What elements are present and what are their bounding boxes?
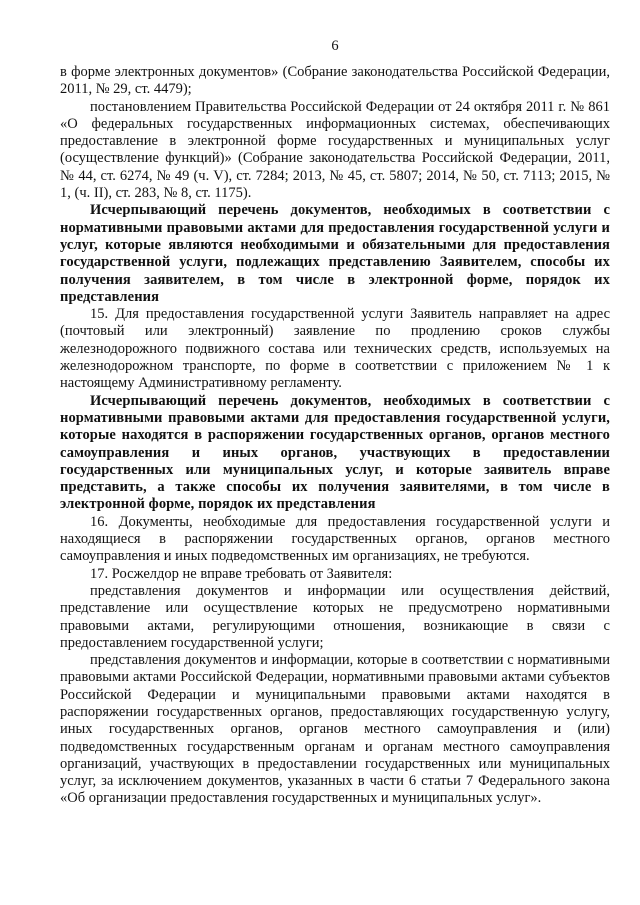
paragraph-item-17-a: представления документов и информации или осуществления действий, представление или осуществление которых не предусмотрено нормативными правовыми актами, регулирующими отношения, возникающие в связи с предоставлением государственной услуги; (60, 582, 610, 651)
paragraph-cont-206fz: в форме электронных документов» (Собрание законодательства Российской Федерации, 2011, № 29, ст. 4479); (60, 64, 610, 98)
paragraph-item-15: 15. Для предоставления государственной услуги Заявитель направляет на адрес (почтовый или электронный) заявление по продлению сроков службы железнодорожного подвижного состава или технических средств, используемых на железнодорожном транспорте, по форме в соответствии с приложением № 1 к настоящему Административному регламенту. (60, 306, 610, 392)
paragraph-item-16: 16. Документы, необходимые для предоставления государственной услуги и находящиеся в распоряжении государственных органов, органов местного самоуправления и иных подведомственных им организациях, не требуются. (60, 513, 610, 565)
document-page (60, 0, 610, 905)
section-heading-heading-document-list: Исчерпывающий перечень документов, необходимых в соответствии с нормативными правовыми актами для предоставления государственной услуги и услуг, которые являются необходимыми и обязательными для предоставления государственной услуги, подлежащих представлению Заявителем, способы их получения заявителем, в том числе в электронной форме, порядок их представления (60, 202, 610, 305)
document-body (60, 64, 610, 808)
paragraph-postanovlenie-861: постановлением Правительства Российской Федерации от 24 октября 2011 г. № 861 «О федеральных государственных информационных системах, обеспечивающих предоставление в электронной форме государственных и муниципальных услуг (осуществление функций)» (Собрание законодательства Российской Федерации, 2011, № 44, ст. 6274, № 49 (ч. V), ст. 7284; 2013, № 45, ст. 5807; 2014, № 50, ст. 7113; 2015, № 1, (ч. II), ст. 283, № 8, ст. 1175). (60, 98, 610, 202)
paragraph-item-17-b: представления документов и информации, которые в соответствии с нормативными правовыми актами Российской Федерации, нормативными правовыми актами субъектов Российской Федерации и муниципальными правовыми актами находятся в распоряжении государственных органов, предоставляющих государственную услугу, иных государственных органов, органов местного самоуправления и (или) подведомственных государственным органам и органам местного самоуправления организаций, участвующих в предоставлении государственных или муниципальных услуг, за исключением документов, указанных в части 6 статьи 7 Федерального закона «Об организации предоставления государственных и муниципальных услуг». (60, 652, 610, 807)
page-number: 6 (331, 38, 339, 54)
paragraph-item-17: 17. Росжелдор не вправе требовать от Заявителя: (90, 565, 393, 582)
section-heading-heading-documents-in-possession: Исчерпывающий перечень документов, необходимых в соответствии с нормативными правовыми актами для предоставления государственной услуги, которые находятся в распоряжении государственных органов, органов местного самоуправления и иных органов, участвующих в предоставлении государственных или муниципальных услуг, и которые заявитель вправе представить, а также способы их получения заявителями, в том числе в электронной форме, порядок их представления (60, 392, 610, 513)
